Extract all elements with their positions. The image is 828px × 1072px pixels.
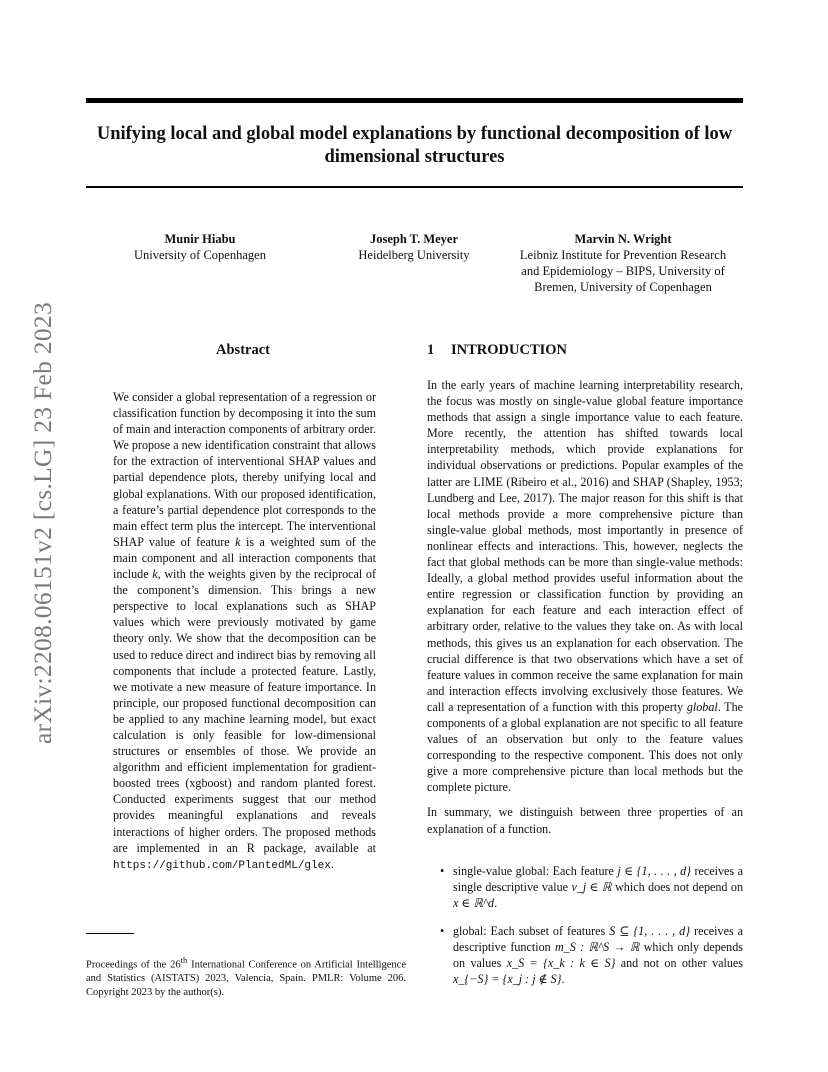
paragraph: In summary, we distinguish between three properties of an explanation of a function. — [427, 805, 743, 836]
list-item: • global: Each subset of features S ⊆ {1, . . . , d} receives a descriptive function m_S : ℝ^S → ℝ which only depends on values x_S = {x_k : k ∈ S} and not on other values x_{−S} = {x_j : j ∉ S}. — [440, 923, 743, 987]
section-heading — [427, 342, 567, 359]
author-affiliation: University of Copenhagen — [134, 248, 266, 262]
list-item: • single-value global: Each feature j ∈ {1, . . . , d} receives a single descriptive value v_j ∈ ℝ which does not depend on x ∈ ℝ^d. — [440, 863, 744, 910]
author-block — [330, 231, 498, 263]
footnote-rule — [86, 933, 134, 934]
math-var: k — [235, 534, 241, 549]
abstract-heading: Abstract — [216, 342, 270, 358]
title-rule-top — [86, 98, 743, 103]
abstract-body: We consider a global representation of a regression or classification function by decomposing it into the sum of main and interaction components of arbitrary order. We propose a new identification constraint that allows for the extraction of interventional SHAP values and partial dependence plots, thereby unifying local and global explanations. With our proposed identification, a feature’s partial dependence plot corresponds to the main effect term plus the intercept. The interventional SHAP value of feature k is a weighted sum of the main component and all interaction components that include k, with the weights given by the reciprocal of the component’s dimension. This brings a new perspective to local explanations such as SHAP values which were previously motivated by game theory only. We show that the decomposition can be used to reduce direct and indirect bias by removing all components that include a protected feature. Lastly, we motivate a new measure of feature importance. In principle, our proposed functional decomposition can be applied to any machine learning model, but exact calculation is only feasible for low-dimensional structures or ensembles of those. We provide an algorithm and efficient implementation for gradient-boosted trees (xgboost) and random planted forest. Conducted experiments suggest that our method provides meaningful explanations and reveals interactions of higher orders. The proposed methods are implemented in an R package, available at https://github.com/PlantedML/glex. — [113, 390, 376, 872]
math-expr: x_{−S} = {x_j : j ∉ S} — [453, 972, 562, 987]
author-name: Joseph T. Meyer — [369, 232, 459, 246]
paper-title: Unifying local and global model explanations by functional decomposition of low dimensional structures — [96, 124, 733, 167]
footnote: Proceedings of the 26th International Conference on Artificial Intelligence and Statistics (AISTATS) 2023, Valencia, Spain. PMLR: Volume 206. Copyright 2023 by the author(s). — [86, 955, 406, 998]
title-rule-bottom — [86, 186, 743, 188]
math-expr: S ⊆ {1, . . . , d} — [609, 923, 691, 938]
math-expr: x ∈ ℝ^d — [453, 895, 495, 910]
author-affiliation: Heidelberg University — [358, 248, 470, 262]
author-block — [514, 231, 732, 295]
math-expr: m_S : ℝ^S → ℝ — [554, 940, 640, 954]
section-title: INTRODUCTION — [451, 342, 568, 358]
section-number: 1 — [427, 342, 435, 358]
author-name: Marvin N. Wright — [574, 232, 672, 246]
author-block — [110, 231, 290, 263]
author-affiliation: Leibniz Institute for Prevention Research and Epidemiology – BIPS, University of Bremen, University of Copenhagen — [519, 248, 727, 294]
property-list — [427, 863, 743, 988]
math-expr: j ∈ {1, . . . , d} — [617, 863, 692, 878]
math-expr: v_j ∈ ℝ — [571, 879, 612, 894]
math-var: k — [152, 567, 158, 582]
github-link[interactable]: https://github.com/PlantedML/glex — [113, 859, 331, 872]
author-name: Munir Hiabu — [164, 232, 236, 246]
introduction-body — [427, 377, 743, 999]
math-expr: x_S = {x_k : k ∈ S} — [506, 956, 616, 971]
paragraph: In the early years of machine learning interpretability research, the focus was mostly on single-value global feature importance methods that assign a single importance value to each feature. More recently, the attention has shifted towards local interpretability methods, which provide explanations for individual observations or predictions. Popular examples of the latter are LIME (Ribeiro et al., 2016) and SHAP (Shapley, 1953; Lundberg and Lee, 2017). The major reason for this shift is that local methods provide a more comprehensive picture than single-value global methods, most importantly in presence of nonlinear effects and interactions. This, however, neglects the fact that global methods can be more than single-value methods: Ideally, a global method provides useful information about the entire regression or classification function by providing an explanation for each feature and each interaction effect of arbitrary order, relative to the values they take on. As with local methods, this gives us an explanation for each observation. The crucial difference is that two observations which have a set of feature values in common receive the same explanation for main and interaction effects involving exclusively those features. We call a representation of a function with this property global. The components of a global explanation are not specific to all feature values of an observation but only to the feature values corresponding to the respective component. This does not only give a more comprehensive picture than local methods but the complete picture. — [427, 378, 743, 795]
